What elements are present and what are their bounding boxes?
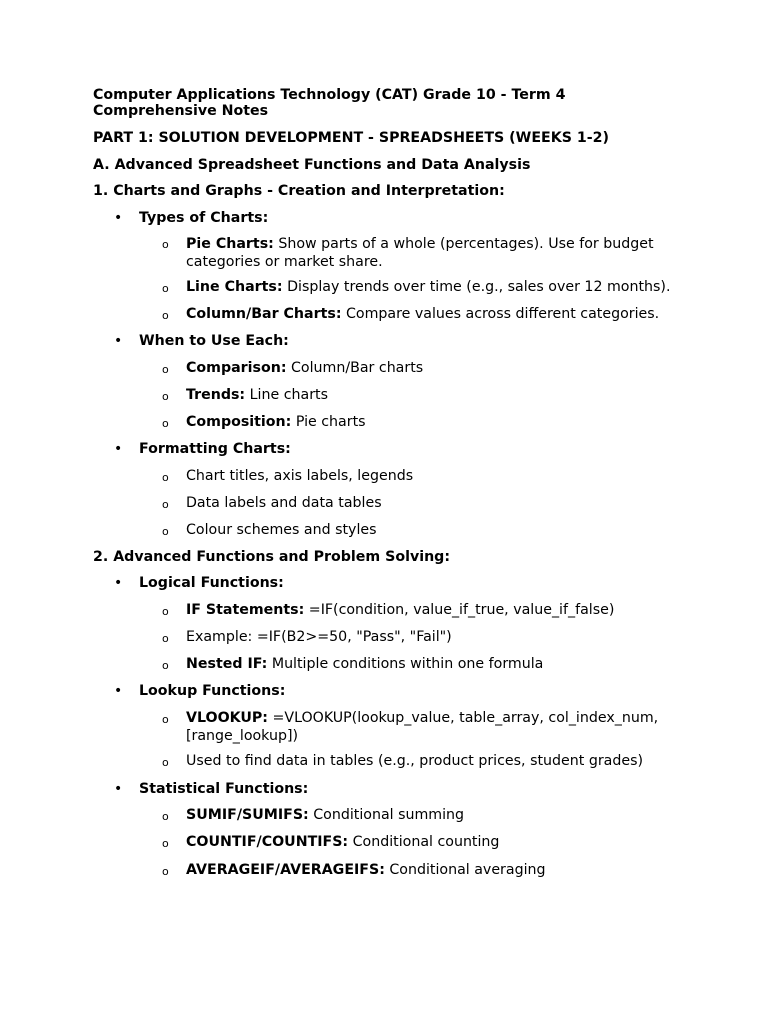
sub-bullet-icon: o	[162, 238, 169, 251]
subsection-heading-functions: 2. Advanced Functions and Problem Solving:	[93, 549, 451, 565]
bullet-icon: •	[114, 575, 123, 591]
sub-bullet-icon: o	[162, 525, 169, 538]
term: Column/Bar Charts:	[186, 306, 342, 322]
list-heading-formatting: Formatting Charts:	[139, 441, 291, 457]
description: Display trends over time (e.g., sales over 12 months).	[282, 279, 671, 295]
bullet-icon: •	[114, 683, 123, 699]
list-heading-logical: Logical Functions:	[139, 575, 284, 591]
doc-title-line2: Comprehensive Notes	[93, 103, 269, 119]
bullet-icon: •	[114, 441, 123, 457]
list-item-column	[186, 306, 659, 323]
part-heading: PART 1: SOLUTION DEVELOPMENT - SPREADSHEETS (WEEKS 1-2)	[93, 130, 609, 146]
description: Column/Bar charts	[286, 360, 424, 376]
list-item-example: Example: =IF(B2>=50, "Pass", "Fail")	[186, 629, 452, 645]
term: Trends:	[186, 387, 246, 403]
sub-bullet-icon: o	[162, 713, 169, 726]
sub-bullet-icon: o	[162, 865, 169, 878]
sub-bullet-icon: o	[162, 498, 169, 511]
list-item-line	[186, 279, 670, 296]
list-item-sumif	[186, 807, 464, 824]
sub-bullet-icon: o	[162, 837, 169, 850]
list-item-comparison	[186, 360, 423, 377]
list-item-lookup-use: Used to find data in tables (e.g., product prices, student grades)	[186, 753, 644, 769]
sub-bullet-icon: o	[162, 471, 169, 484]
list-item-if	[186, 602, 614, 619]
term: SUMIF/SUMIFS:	[186, 807, 309, 823]
list-heading-statistical: Statistical Functions:	[139, 781, 309, 797]
list-item-nested-if	[186, 656, 543, 673]
description: =IF(condition, value_if_true, value_if_false)	[304, 602, 615, 618]
sub-bullet-icon: o	[162, 417, 169, 430]
term: Pie Charts:	[186, 236, 274, 252]
list-item-format-1: Chart titles, axis labels, legends	[186, 468, 414, 484]
description: Multiple conditions within one formula	[267, 656, 544, 672]
list-item-format-3: Colour schemes and styles	[186, 522, 377, 538]
list-item-pie	[186, 235, 686, 271]
description: Line charts	[245, 387, 328, 403]
term: Composition:	[186, 414, 292, 430]
list-item-vlookup	[186, 709, 686, 745]
sub-bullet-icon: o	[162, 282, 169, 295]
section-heading: A. Advanced Spreadsheet Functions and Data Analysis	[93, 157, 531, 173]
list-item-averageif	[186, 862, 546, 879]
sub-bullet-icon: o	[162, 659, 169, 672]
sub-bullet-icon: o	[162, 632, 169, 645]
list-item-format-2: Data labels and data tables	[186, 495, 382, 511]
doc-title-line1: Computer Applications Technology (CAT) Grade 10 - Term 4	[93, 87, 566, 103]
list-item-composition	[186, 414, 366, 431]
description: Conditional averaging	[384, 862, 546, 878]
sub-bullet-icon: o	[162, 390, 169, 403]
description: Conditional counting	[348, 834, 500, 850]
sub-bullet-icon: o	[162, 756, 169, 769]
list-item-trends	[186, 387, 328, 404]
description: =VLOOKUP(lookup_value, table_array, col_index_num, [range_lookup])	[186, 710, 659, 744]
sub-bullet-icon: o	[162, 605, 169, 618]
bullet-icon: •	[114, 781, 123, 797]
term: Nested IF:	[186, 656, 268, 672]
term: VLOOKUP:	[186, 710, 268, 726]
subsection-heading-charts: 1. Charts and Graphs - Creation and Interpretation:	[93, 183, 505, 199]
description: Compare values across different categories.	[341, 306, 660, 322]
sub-bullet-icon: o	[162, 309, 169, 322]
bullet-icon: •	[114, 333, 123, 349]
term: AVERAGEIF/AVERAGEIFS:	[186, 862, 385, 878]
sub-bullet-icon: o	[162, 810, 169, 823]
list-heading-lookup: Lookup Functions:	[139, 683, 286, 699]
description: Pie charts	[291, 414, 366, 430]
description: Show parts of a whole (percentages). Use for budget categories or market share.	[186, 236, 654, 270]
term: IF Statements:	[186, 602, 305, 618]
term: COUNTIF/COUNTIFS:	[186, 834, 349, 850]
bullet-icon: •	[114, 210, 123, 226]
sub-bullet-icon: o	[162, 363, 169, 376]
term: Comparison:	[186, 360, 287, 376]
list-item-countif	[186, 834, 499, 851]
list-heading-types: Types of Charts:	[139, 210, 269, 226]
term: Line Charts:	[186, 279, 283, 295]
description: Conditional summing	[308, 807, 465, 823]
list-heading-when: When to Use Each:	[139, 333, 289, 349]
